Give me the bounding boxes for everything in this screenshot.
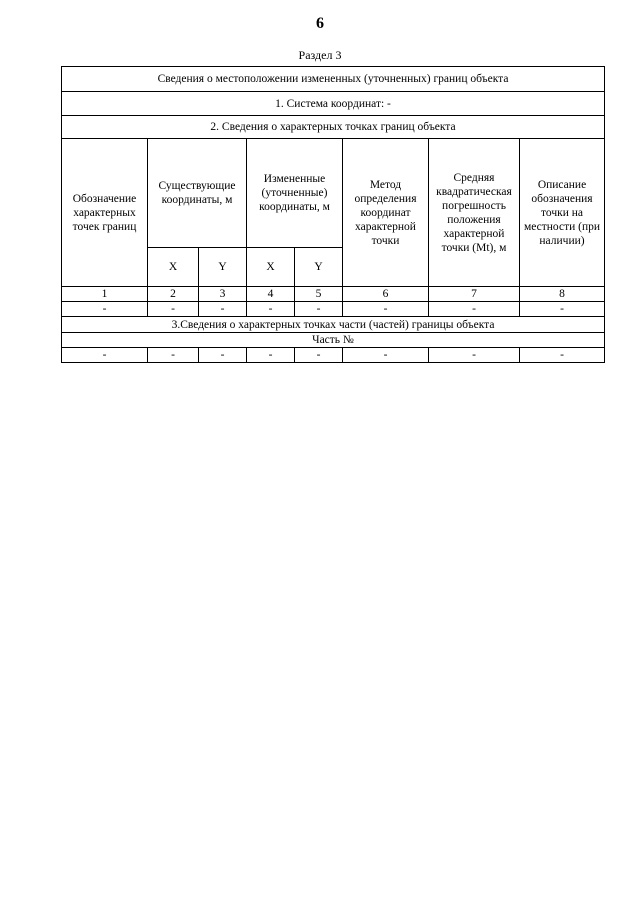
col-point-names: Обозначение характерных точек границ [62, 139, 148, 287]
table-cell: - [343, 302, 429, 317]
column-number: 2 [148, 287, 199, 302]
col-error: Средняя квадратическая погрешность положения характерной точки (Mt), м [429, 139, 520, 287]
column-number: 1 [62, 287, 148, 302]
table-cell: - [199, 348, 247, 363]
table-cell: - [148, 348, 199, 363]
column-number: 4 [247, 287, 295, 302]
points-section-header: 2. Сведения о характерных точках границ объекта [62, 116, 605, 139]
column-numbers-row [62, 287, 605, 302]
column-number: 3 [199, 287, 247, 302]
table-cell: - [247, 348, 295, 363]
table-cell: - [148, 302, 199, 317]
table-cell: - [62, 348, 148, 363]
part-number-label: Часть № [62, 333, 605, 348]
sub-x-existing: X [148, 248, 199, 287]
col-description: Описание обозначения точки на местности (при наличии) [520, 139, 605, 287]
column-number: 6 [343, 287, 429, 302]
col-method: Метод определения координат характерной точки [343, 139, 429, 287]
page-number: 6 [316, 15, 324, 32]
sub-y-changed: Y [295, 248, 343, 287]
column-number: 8 [520, 287, 605, 302]
table-cell: - [295, 348, 343, 363]
table-cell: - [343, 348, 429, 363]
table-cell: - [429, 302, 520, 317]
coordinate-system: 1. Система координат: - [62, 92, 605, 116]
table-cell: - [520, 302, 605, 317]
table-cell: - [199, 302, 247, 317]
table-row [62, 348, 605, 363]
column-number: 5 [295, 287, 343, 302]
sub-x-changed: X [247, 248, 295, 287]
table-title: Сведения о местоположении измененных (уточненных) границ объекта [62, 67, 605, 92]
table-cell: - [520, 348, 605, 363]
col-changed-coords: Измененные (уточненные) координаты, м [247, 139, 343, 248]
table-cell: - [295, 302, 343, 317]
table-cell: - [247, 302, 295, 317]
column-number: 7 [429, 287, 520, 302]
boundary-table [61, 66, 605, 363]
section-title: Раздел 3 [298, 48, 342, 62]
col-existing-coords: Существующие координаты, м [148, 139, 247, 248]
table-cell: - [62, 302, 148, 317]
parts-section-header: 3.Сведения о характерных точках части (частей) границы объекта [62, 317, 605, 333]
table-cell: - [429, 348, 520, 363]
sub-y-existing: Y [199, 248, 247, 287]
table-row [62, 302, 605, 317]
